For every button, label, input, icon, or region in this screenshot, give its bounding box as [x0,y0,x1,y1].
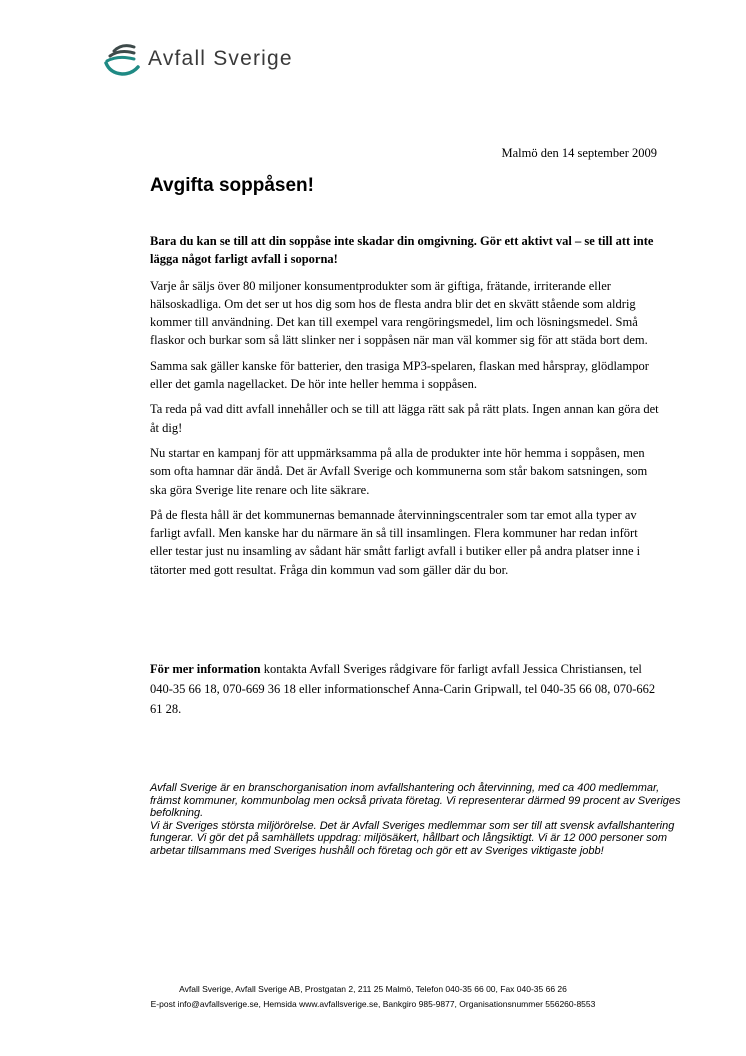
paragraph: Samma sak gäller kanske för batterier, den trasiga MP3-spelaren, flaskan med hårspray, glödlampor eller det gamla nagellacket. De hör inte heller hemma i soppåsen. [150,358,649,392]
footer-address: Avfall Sverige, Avfall Sverige AB, Prostgatan 2, 211 25 Malmö, Telefon 040-35 66 00, Fax 040-35 66 26 [179,984,567,994]
page-title: Avgifta soppåsen! [150,175,314,196]
about-paragraph: Vi är Sveriges största miljörörelse. Det är Avfall Sveriges medlemmar som ser till att svensk avfallshantering fungerar. Vi gör det på samhällets uppdrag: miljösäkert, hållbart och långsiktigt. Vi är 12 000 personer som arbetar tillsammans med Sveriges hushåll och företag och gör ett av Sveriges viktigaste jobb! [150,819,675,857]
lead-paragraph: Bara du kan se till att din soppåse inte skadar din omgivning. Gör ett aktivt val – se till att inte lägga något farligt avfall i soporna! [150,234,654,267]
page-footer [0,982,746,1012]
footer-contact: E-post info@avfallsverige.se, Hemsida www.avfallsverige.se, Bankgiro 985-9877, Organisationsnummer 556260-8553 [150,999,596,1009]
contact-info-text: kontakta Avfall Sveriges rådgivare för farligt avfall Jessica Christiansen, tel 040-35 66 18, 070-669 36 18 eller informationschef Anna-Carin Gripwall, tel 040-35 66 08, 070-662 61 28. [150,662,656,716]
about-organisation [150,782,690,857]
contact-info-heading: För mer information [150,662,261,676]
paragraph: På de flesta håll är det kommunernas bemannade återvinningscentraler som tar emot alla typer av farligt avfall. Men kanske har du närmare än så till insamlingen. Flera kommuner har redan infört eller testar just nu insamling av sådant här smått farligt avfall i butiker eller på andra platser inne i tätorter med gott resultat. Fråga din kommun vad som gäller där du bor. [150,507,641,577]
avfall-sverige-wave-icon [104,41,140,77]
brand-name: Avfall Sverige [148,47,293,70]
letter-date: Malmö den 14 september 2009 [501,146,657,160]
brand-logo [104,41,293,77]
paragraph: Nu startar en kampanj för att uppmärksamma på alla de produkter inte hör hemma i soppåsen, men som ofta hamnar där ändå. Det är Avfall Sverige och kommunerna som står bakom satsningen, som ska göra Sverige lite renare och lite säkrare. [150,445,648,497]
body-text [150,232,660,586]
paragraph: Ta reda på vad ditt avfall innehåller och se till att lägga rätt sak på rätt plats. Ingen annan kan göra det åt dig! [150,402,659,435]
contact-info [150,659,660,719]
paragraph: Varje år säljs över 80 miljoner konsumentprodukter som är giftiga, frätande, irriterande eller hälsoskadliga. Om det ser ut hos dig som hos de flesta andra blir det en skvätt stående som aldrig kommer till användning. Det kan till exempel vara rengöringsmedel, lim och lösningsmedel. Små flaskor och burkar som så lätt slinker ner i soppåsen när man väl kommer sig för att städa bort dem. [150,278,648,348]
about-paragraph: Avfall Sverige är en branschorganisation inom avfallshantering och återvinning, med ca 400 medlemmar, främst kommuner, kommunbolag men också privata företag. Vi representerar därmed 99 procent av Sveriges befolkning. [150,782,681,819]
